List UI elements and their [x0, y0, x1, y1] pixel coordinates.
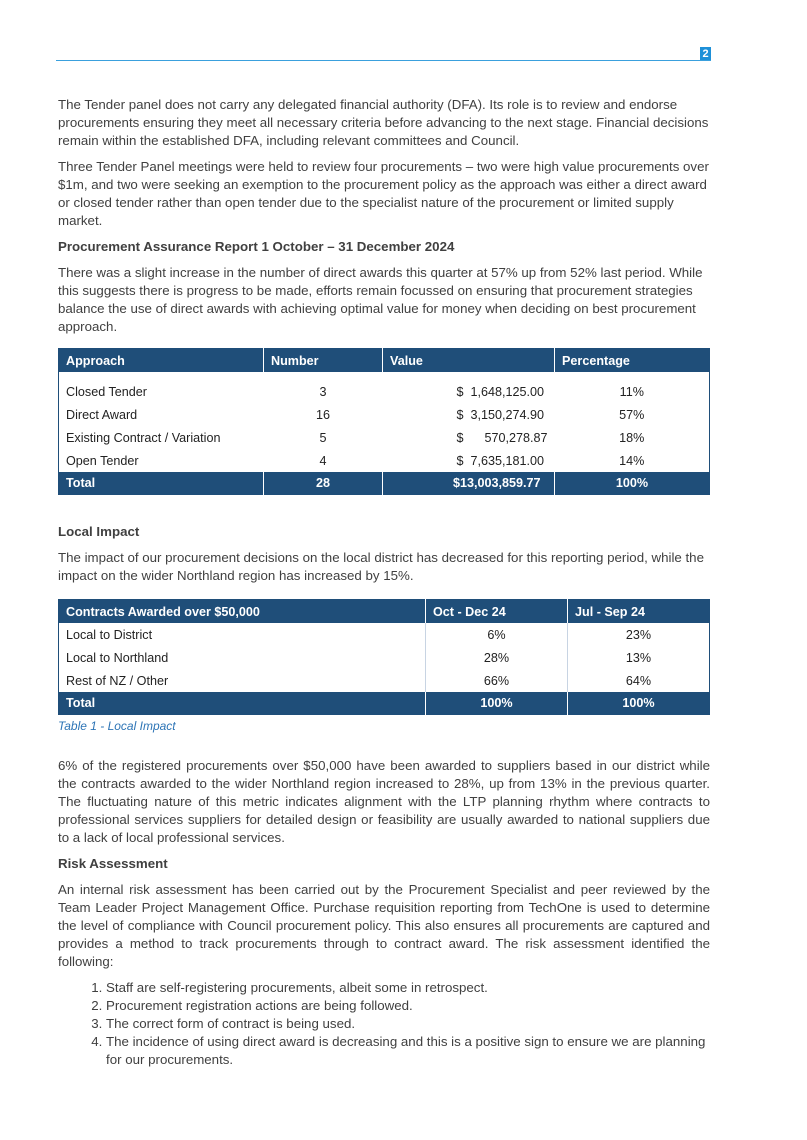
region-cell: Local to District: [59, 623, 426, 646]
region-cell: Rest of NZ / Other: [59, 669, 426, 692]
heading-local-impact: Local Impact: [58, 524, 140, 539]
percentage-cell: 18%: [619, 430, 645, 445]
oct-dec-cell: 6%: [426, 623, 568, 646]
local-total-row: [59, 692, 710, 715]
col-value: Value: [383, 349, 555, 373]
list-item: 2. Procurement registration actions are being followed.: [106, 997, 710, 1015]
percentage-cell: 14%: [619, 453, 645, 468]
col-approach: Approach: [59, 349, 264, 373]
heading-risk-assessment: Risk Assessment: [58, 856, 168, 871]
table-row: [59, 669, 710, 692]
paragraph-risk-assessment: An internal risk assessment has been carried out by the Procurement Specialist and peer reviewed by the Team Leader Project Management Office. Purchase requisition reporting from TechOne is used to determine the level of compliance with Council procurement policy. This also ensures all procurements are captured and provides a method to track procurements through to contract award. The risk assessment identified the following:: [58, 882, 710, 969]
value-cell: $ 3,150,274.90: [456, 407, 545, 422]
table-row: [59, 403, 710, 426]
approach-cell: Direct Award: [66, 407, 138, 422]
table-row: [59, 623, 710, 646]
total-number: 28: [264, 472, 383, 495]
list-item: 1. Staff are self-registering procurements, albeit some in retrospect.: [106, 979, 710, 997]
region-cell: Local to Northland: [59, 646, 426, 669]
jul-sep-cell: 13%: [625, 650, 652, 665]
paragraph-direct-awards: There was a slight increase in the number of direct awards this quarter at 57% up from 52% last period. While this suggests there is progress to be made, efforts remain focussed on ensuring that procurement strategies balance the use of direct awards with achieving optimal value for money when deciding on best procurement approach.: [58, 265, 703, 334]
oct-dec-cell: 28%: [426, 646, 568, 669]
col-contracts: Contracts Awarded over $50,000: [59, 600, 426, 624]
col-oct-dec: Oct - Dec 24: [426, 600, 568, 624]
total-oct-dec: 100%: [426, 692, 568, 715]
jul-sep-cell: 23%: [625, 627, 652, 642]
value-cell: $ 7,635,181.00: [456, 453, 545, 468]
number-cell: 16: [315, 407, 330, 422]
approach-cell: Existing Contract / Variation: [66, 430, 221, 445]
number-cell: 4: [319, 453, 327, 468]
col-percentage: Percentage: [555, 349, 710, 373]
number-cell: 5: [319, 430, 327, 445]
total-label: Total: [59, 692, 426, 715]
total-value: $13,003,859.77: [383, 472, 555, 495]
list-item: 3. The correct form of contract is being used.: [106, 1015, 710, 1033]
local-impact-table: [58, 599, 710, 715]
procurement-table: [58, 348, 710, 495]
approach-cell: Closed Tender: [66, 384, 147, 399]
total-jul-sep: 100%: [568, 692, 710, 715]
col-number: Number: [264, 349, 383, 373]
heading-procurement-assurance: Procurement Assurance Report 1 October – 31 December 2024: [58, 239, 455, 254]
procurement-table-header: [59, 349, 710, 373]
value-cell: $ 570,278.87: [456, 430, 548, 445]
document-body: [58, 96, 710, 1069]
total-percentage: 100%: [555, 472, 710, 495]
col-jul-sep: Jul - Sep 24: [568, 600, 710, 624]
page-number: 2: [700, 47, 711, 61]
paragraph-local-impact: The impact of our procurement decisions on the local district has decreased for this reporting period, while the impact on the wider Northland region has increased by 15%.: [58, 550, 704, 583]
number-cell: 3: [319, 384, 327, 399]
procurement-total-row: [59, 472, 710, 495]
paragraph-tender-panel: The Tender panel does not carry any delegated financial authority (DFA). Its role is to review and endorse procurements ensuring they meet all necessary criteria before advancing to the next stage. Financial decisions remain within the established DFA, including relevant committees and Council.: [58, 97, 709, 148]
value-cell: $ 1,648,125.00: [456, 384, 545, 399]
table-row: [59, 449, 710, 472]
percentage-cell: 57%: [619, 407, 645, 422]
local-table-header: [59, 600, 710, 624]
table-row: [59, 646, 710, 669]
total-label: Total: [59, 472, 264, 495]
oct-dec-cell: 66%: [426, 669, 568, 692]
table-caption: Table 1 - Local Impact: [58, 719, 176, 733]
list-item: 4. The incidence of using direct award is decreasing and this is a positive sign to ensure we are planning for our procurements.: [106, 1033, 710, 1069]
approach-cell: Open Tender: [66, 453, 139, 468]
percentage-cell: 11%: [619, 384, 644, 399]
jul-sep-cell: 64%: [625, 673, 652, 688]
paragraph-district-awards: 6% of the registered procurements over $50,000 have been awarded to suppliers based in our district while the contracts awarded to the wider Northland region increased to 28%, up from 13% in the previous quarter. The fluctuating nature of this metric indicates alignment with the LTP planning rhythm where contracts to professional services suppliers for detailed design or feasibility are usually awarded to national suppliers due to a lack of local professional services.: [58, 758, 710, 845]
header-rule: [56, 60, 711, 61]
table-row: [59, 372, 710, 403]
paragraph-panel-meetings: Three Tender Panel meetings were held to review four procurements – two were high value procurements over $1m, and two were seeking an exemption to the procurement policy as the approach was either a direct award or closed tender rather than open tender due to the specialist nature of the procurement or limited supply market.: [58, 159, 709, 228]
table-row: [59, 426, 710, 449]
risk-findings-list: [58, 979, 710, 1069]
